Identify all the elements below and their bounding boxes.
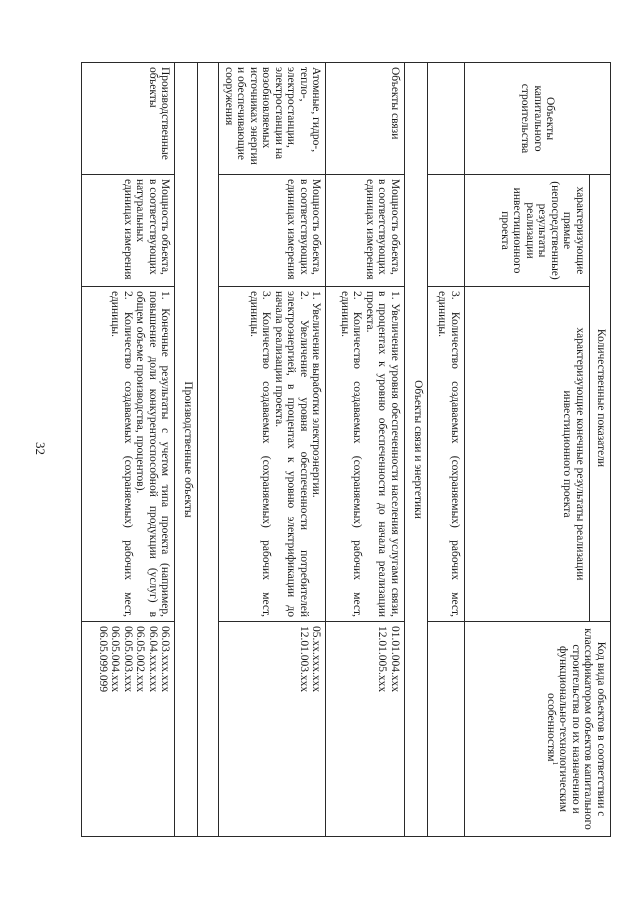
page-number: 32 <box>33 442 48 455</box>
final-item: 2. Количество создаваемых (сохраняемых) рабочих мест, единицы. <box>339 291 364 618</box>
row-final <box>326 287 405 622</box>
final-item: 1. Увеличение уровня обеспеченности населения услугами связи, в процентах к уровню обеспеченности до начала реализации проекта. <box>364 291 401 618</box>
row-object: Производственные объекты <box>82 63 175 175</box>
row-final <box>82 287 175 622</box>
header-direct: характеризующие прямые (непосредственные) результаты реализации инвестиционного проекта <box>465 175 590 287</box>
section-title-row <box>405 63 428 837</box>
row-final <box>219 287 326 622</box>
row-codes <box>219 622 326 837</box>
code-item: 01.01.004.xxx <box>389 626 401 693</box>
header-objects: Объекты капитального строительства <box>465 63 611 175</box>
final-item: 1. Конечные результаты с учетом типа проекта (например, повышение доли конкурентоспособной продукции (услуг) в общем объеме производства, процентов). <box>134 291 172 618</box>
row-direct: Мощность объекта, в соответствующих единицах измерения <box>326 175 405 287</box>
final-item: 2. Увеличение уровня обеспеченности потребителей электроэнергией, в процентах к уровню электрификации до начала реализации проекта. <box>272 291 310 618</box>
row-direct: Мощность объекта, в соответствующих единицах измерения <box>219 175 326 287</box>
continuation-code <box>428 622 465 837</box>
code-item: 06.05.004.xxx <box>109 626 122 693</box>
rotated-table-container <box>81 62 611 836</box>
blank-cell <box>198 63 219 837</box>
continuation-object <box>428 63 465 175</box>
final-item: 1. Увеличение выработки электроэнергии. <box>310 291 323 498</box>
document-sheet <box>81 62 611 836</box>
code-item: 06.05.002.xxx <box>134 626 147 693</box>
section-title: Объекты связи и энергетики <box>405 63 428 837</box>
code-item: 06.04.xxx.xxx <box>146 626 159 693</box>
continuation-final: 3. Количество создаваемых (сохраняемых) рабочих мест, единицы. <box>428 287 465 622</box>
code-item: 05.xx.xxx.xxx <box>310 626 323 693</box>
header-code: Код вида объектов в соответствии с классификатором объектов капитального строительства по их назначению и функционально-технологическим особенностям$^1$ <box>465 622 611 837</box>
final-item: 3. Количество создаваемых (сохраняемых) рабочих мест, единицы. <box>247 291 273 618</box>
header-final: характеризующие конечные результаты реализации инвестиционного проекта <box>465 287 590 622</box>
code-item: 06.05.003.xxx <box>121 626 134 693</box>
table-row <box>82 63 175 837</box>
row-object: Атомные, гидро-, тепло-, электростанции, электростанции на возобновляемых источниках энергии и обеспечивающие сооружения <box>219 63 326 175</box>
blank-row <box>198 63 219 837</box>
row-codes <box>82 622 175 837</box>
row-direct: Мощность объекта, в соответствующих натуральных единицах измерения <box>82 175 175 287</box>
header-quality: Количественные показатели <box>590 175 611 622</box>
section-title-row <box>175 63 198 837</box>
code-item: 12.01.005.xxx <box>376 626 389 693</box>
section-title: Производственные объекты <box>175 63 198 837</box>
code-item: 12.01.003.xxx <box>297 626 310 693</box>
indicators-table <box>81 62 611 837</box>
code-item: 06.05.099.099 <box>96 626 109 693</box>
table-row <box>219 63 326 837</box>
continuation-row <box>428 63 465 837</box>
final-item: 2. Количество создаваемых (сохраняемых) рабочих мест, единицы. <box>109 291 134 618</box>
table-header-row-1 <box>590 63 611 837</box>
code-item: 06.03.xxx.xxx <box>159 626 172 693</box>
table-row <box>326 63 405 837</box>
row-object: Объекты связи <box>326 63 405 175</box>
continuation-direct <box>428 175 465 287</box>
row-codes <box>326 622 405 837</box>
